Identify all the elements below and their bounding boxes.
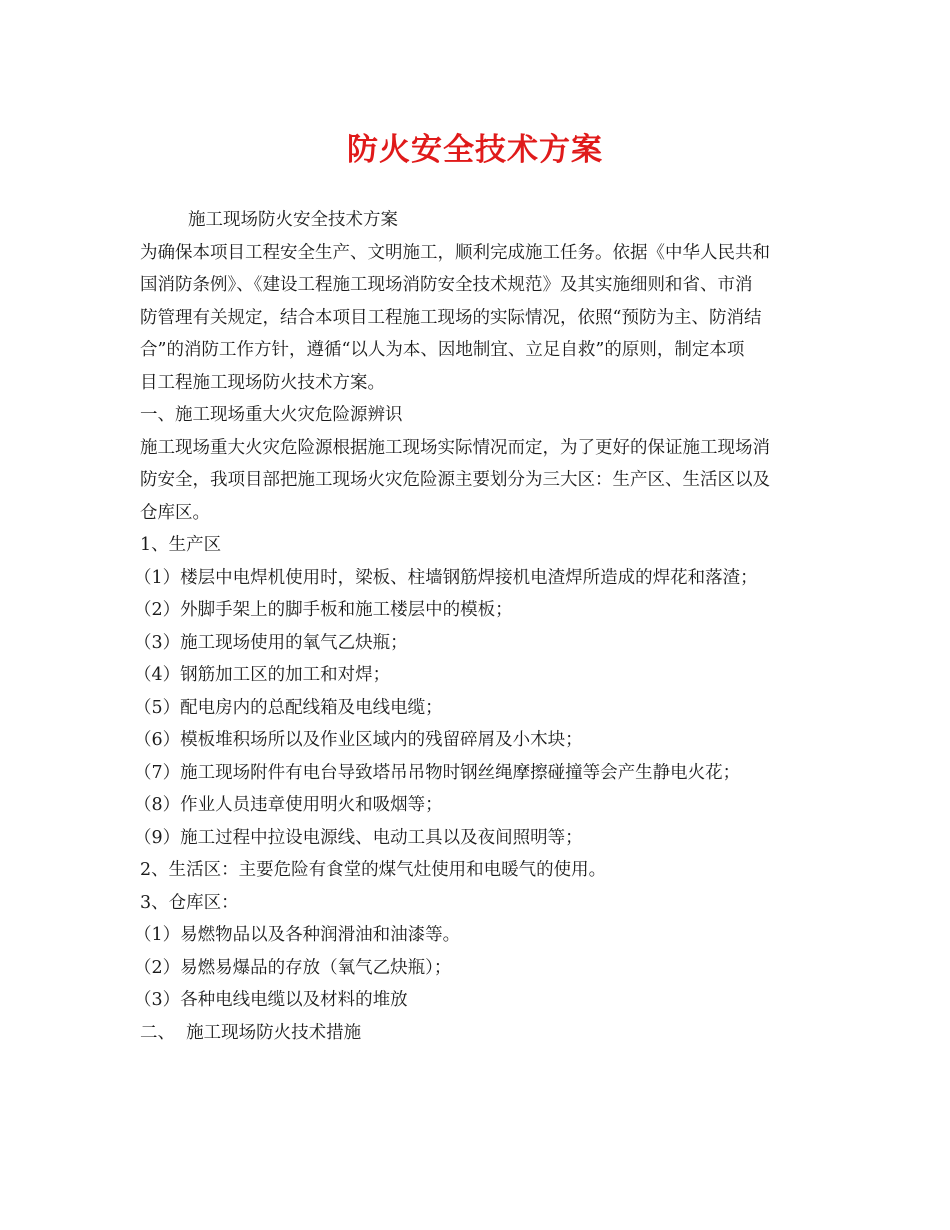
section-heading: 二、 施工现场防火技术措施: [140, 1022, 362, 1043]
list-item: （4）钢筋加工区的加工和对焊；: [134, 665, 391, 685]
list-item: （3）施工现场使用的氧气乙炔瓶；: [134, 632, 408, 653]
list-item: （1）楼层中电焊机使用时，梁板、柱墙钢筋焊接机电渣焊所造成的焊花和落渣；: [134, 567, 758, 588]
paragraph-line: 仓库区。: [140, 502, 210, 523]
paragraph-line: 防管理有关规定，结合本项目工程施工现场的实际情况，依照“预防为主、防消结: [140, 307, 762, 328]
document-title: 防火安全技术方案: [347, 132, 603, 168]
paragraph-line: 施工现场重大火灾危险源根据施工现场实际情况而定，为了更好的保证施工现场消: [140, 437, 770, 458]
list-item: （2）易燃易爆品的存放（氧气乙炔瓶）；: [134, 957, 452, 978]
list-item: （6）模板堆积场所以及作业区域内的残留碎屑及小木块；: [134, 730, 583, 750]
subsection-heading: 3、仓库区：: [140, 892, 239, 913]
paragraph-line: 防安全，我项目部把施工现场火灾危险源主要划分为三大区：生产区、生活区以及: [140, 470, 770, 490]
paragraph-line: 目工程施工现场防火技术方案。: [140, 372, 385, 393]
list-item: （5）配电房内的总配线箱及电线电缆；: [134, 697, 443, 718]
subsection-heading: 2、生活区：主要危险有食堂的煤气灶使用和电暖气的使用。: [140, 860, 607, 880]
list-item: （9）施工过程中拉设电源线、电动工具以及夜间照明等；: [134, 827, 583, 848]
paragraph-line: 为确保本项目工程安全生产、文明施工，顺利完成施工任务。依据《中华人民共和: [140, 242, 770, 263]
list-item: （8）作业人员违章使用明火和吸烟等；: [134, 795, 443, 815]
list-item: （3）各种电线电缆以及材料的堆放: [134, 990, 408, 1010]
list-item: （1）易燃物品以及各种润滑油和油漆等。: [134, 925, 461, 945]
section-heading: 一、施工现场重大火灾危险源辨识: [140, 405, 403, 425]
paragraph-line: 国消防条例》、《建设工程施工现场消防安全技术规范》及其实施细则和省、市消: [140, 275, 753, 295]
subtitle-line: 施工现场防火安全技术方案: [188, 210, 398, 230]
document-body: [134, 204, 815, 1049]
list-item: （7）施工现场附件有电台导致塔吊吊物时钢丝绳摩擦碰撞等会产生静电火花；: [134, 762, 741, 783]
list-item: （2）外脚手架上的脚手板和施工楼层中的模板；: [134, 600, 513, 620]
subsection-heading: 1、生产区: [140, 535, 222, 555]
paragraph-line: 合”的消防工作方针，遵循“以人为本、因地制宜、立足自救”的原则，制定本项: [140, 340, 745, 360]
